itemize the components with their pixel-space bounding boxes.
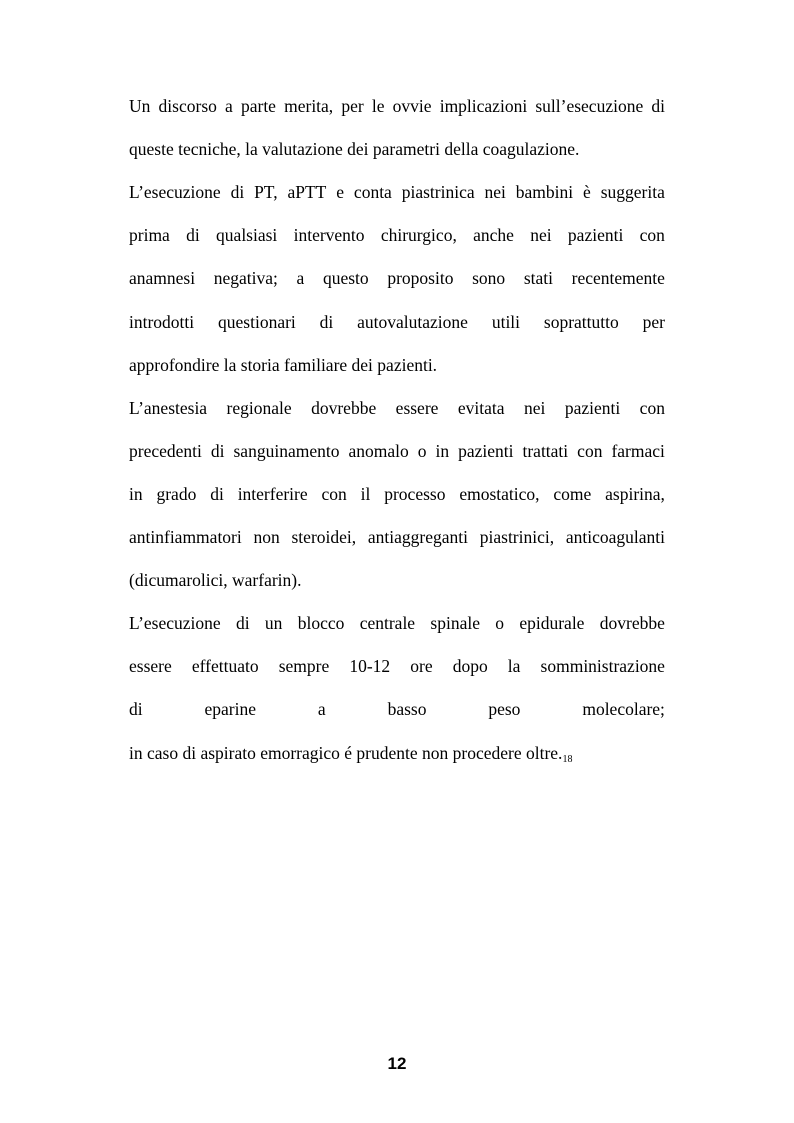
word: questionari [218,311,296,332]
word: ore [410,656,433,677]
word: aPTT [287,182,327,203]
word: Un [129,96,151,116]
word: come [553,483,592,504]
word: implicazioni [439,96,528,116]
text-line [129,267,665,289]
text-line [129,742,665,771]
word: introdotti [129,311,195,332]
word: spinale [430,613,480,634]
word: un [264,613,283,634]
word: prima [129,225,170,246]
word: non [253,527,280,547]
word: di [210,483,224,504]
word: o [417,440,427,461]
word: per [341,96,364,116]
word: basso [387,699,427,720]
word: eparine [204,699,257,720]
word: di [235,613,250,634]
word: antinfiammatori [129,527,242,547]
word: anche [473,225,514,246]
word: è [583,182,591,203]
word: parte [240,96,276,116]
word: PT, [254,182,278,203]
word: sanguinamento [233,440,340,461]
text-line [129,569,665,591]
word: proposito [387,268,454,289]
word: con [577,440,603,461]
line-text: (dicumarolici, warfarin). [129,570,302,591]
word: processo [384,483,446,504]
text-line [129,440,665,462]
word: stati [523,268,554,289]
word: di [210,440,225,461]
word: blocco [297,613,345,634]
word: nei [530,225,552,246]
word: sempre [278,656,330,677]
word: trattati [522,440,569,461]
word: in [129,483,143,504]
word: peso [488,699,521,720]
word: e [336,182,345,203]
text-line [129,698,665,720]
footnote-reference: 18 [562,753,573,765]
word: anamnesi [129,268,196,289]
word: di [186,225,200,246]
text-line [129,95,665,117]
word: a [317,699,326,720]
page-number: 12 [387,1054,407,1073]
word: L’anestesia [129,397,208,418]
word: aspirina, [605,483,665,504]
word: regionale [226,397,292,418]
line-text: in caso di aspirato emorragico é prudente non procedere oltre. [129,742,563,763]
text-line [129,354,665,376]
text-line [129,483,665,505]
word: dovrebbe [311,397,377,418]
word: soprattutto [543,311,619,332]
text-line [129,397,665,419]
word: nei [484,182,506,203]
word: negativa; [213,268,278,289]
word: con [321,483,347,504]
word: molecolare; [582,699,665,720]
word: anomalo [348,440,409,461]
word: steroidei, [291,527,357,547]
word: nei [523,397,546,418]
word: di [230,182,245,203]
word: essere [395,397,439,418]
word: ovvie [392,96,432,116]
word: somministrazione [540,656,665,677]
word: effettuato [191,656,259,677]
word: la [507,656,521,677]
line-text: approfondire la storia familiare dei pazienti. [129,354,438,375]
word: evitata [457,397,505,418]
word: sull’esecuzione [535,96,644,116]
text-line [129,181,665,203]
line-text: queste tecniche, la valutazione dei parametri della coagulazione. [129,139,580,160]
word: conta [353,182,392,203]
word: pazienti [458,440,514,461]
word: L’esecuzione [129,182,221,203]
word: discorso [158,96,217,116]
word: con [639,225,665,246]
word: recentemente [571,268,665,289]
word: o [495,613,505,634]
word: precedenti [129,440,202,461]
word: L’esecuzione [129,613,221,634]
word: grado [156,483,197,504]
word: 10-12 [349,656,391,677]
word: antiaggreganti [367,527,468,547]
word: di [319,311,334,332]
word: questo [322,268,369,289]
word: in [435,440,450,461]
word: a [225,96,233,116]
word: pazienti [564,397,621,418]
word: piastrinica [401,182,475,203]
word: il [360,483,371,504]
word: sono [472,268,506,289]
text-line [129,138,665,160]
word: emostatico, [459,483,540,504]
word: farmaci [611,440,665,461]
word: le [371,96,385,116]
text-line [129,224,665,246]
word: bambini [515,182,574,203]
word: merita, [284,96,334,116]
word: dovrebbe [599,613,665,634]
word: pazienti [567,225,624,246]
text-line [129,526,665,548]
word: piastrinici, [479,527,555,547]
word: con [639,397,665,418]
text-line [129,655,665,677]
word: epidurale [519,613,585,634]
word: per [642,311,665,332]
word: dopo [452,656,488,677]
word: a [296,268,305,289]
word: di [129,699,143,720]
text-line [129,311,665,333]
word: centrale [359,613,416,634]
word: di [651,96,665,116]
word: anticoagulanti [565,527,665,547]
word: interferire [237,483,308,504]
word: suggerita [600,182,665,203]
word: chirurgico, [380,225,457,246]
word: essere [129,656,172,677]
word: intervento [293,225,365,246]
word: utili [491,311,521,332]
word: qualsiasi [216,225,278,246]
text-line [129,612,665,634]
word: autovalutazione [357,311,468,332]
